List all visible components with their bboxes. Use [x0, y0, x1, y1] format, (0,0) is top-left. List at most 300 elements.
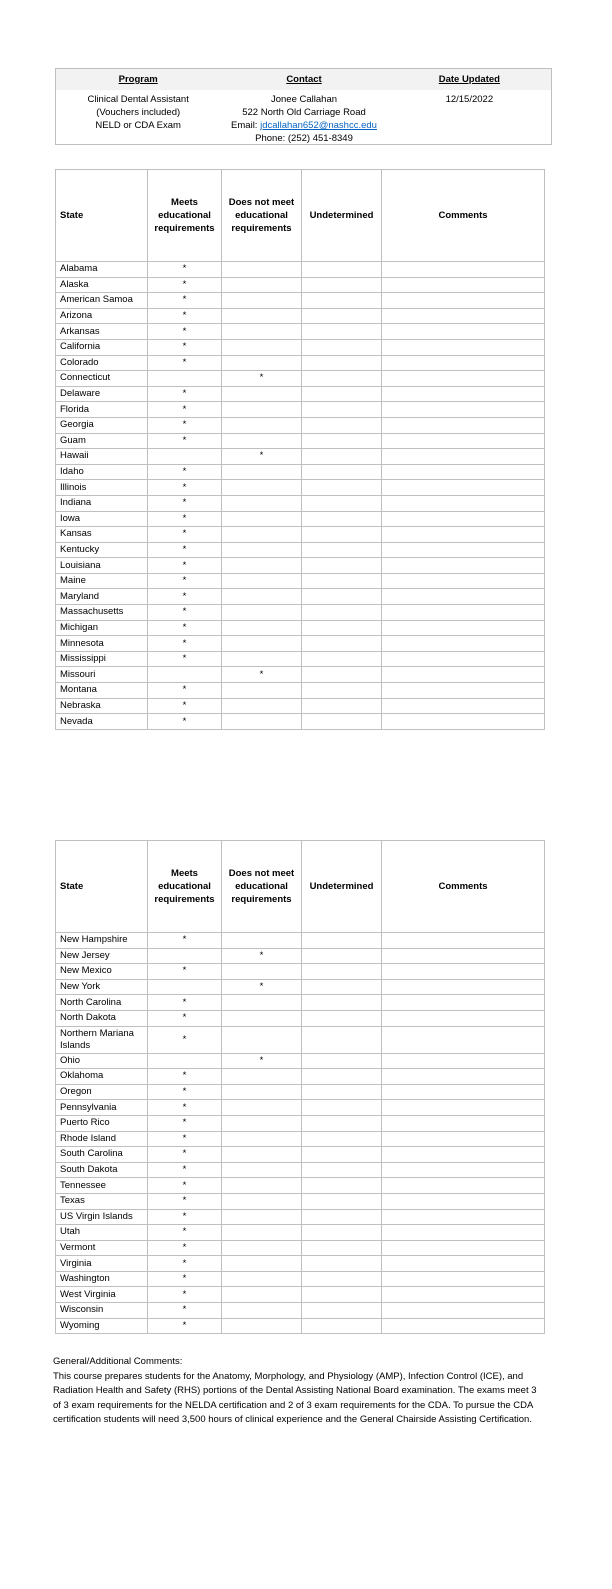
meets-cell: * [148, 1303, 222, 1319]
table-row [56, 402, 545, 418]
not-cell [222, 714, 302, 730]
undetermined-cell [302, 651, 382, 667]
undetermined-cell [302, 636, 382, 652]
table-row [56, 308, 545, 324]
table-row [56, 1303, 545, 1319]
meets-cell: * [148, 573, 222, 589]
undetermined-cell [302, 417, 382, 433]
undetermined-cell [302, 1084, 382, 1100]
undetermined-cell [302, 1225, 382, 1241]
table-header-row [56, 170, 545, 262]
meets-cell: * [148, 683, 222, 699]
table-row [56, 1100, 545, 1116]
table-row [56, 558, 545, 574]
meets-cell: * [148, 262, 222, 278]
comments-cell [382, 1026, 545, 1053]
comments-cell [382, 995, 545, 1011]
state-cell: Kansas [56, 527, 148, 543]
state-cell: South Dakota [56, 1162, 148, 1178]
meets-cell: * [148, 995, 222, 1011]
state-cell: Pennsylvania [56, 1100, 148, 1116]
comments-cell [382, 683, 545, 699]
not-cell [222, 527, 302, 543]
undetermined-cell [302, 1303, 382, 1319]
table-header-row [56, 841, 545, 933]
undetermined-cell [302, 542, 382, 558]
table-row [56, 1131, 545, 1147]
meets-cell: * [148, 698, 222, 714]
table-row [56, 1193, 545, 1209]
undetermined-cell [302, 1131, 382, 1147]
state-cell: Nebraska [56, 698, 148, 714]
not-cell [222, 402, 302, 418]
contact-name: Jonee Callahan [270, 94, 338, 105]
comments-cell [382, 449, 545, 465]
state-column-header: State [56, 841, 148, 933]
table-row [56, 651, 545, 667]
table-row [56, 1147, 545, 1163]
undetermined-cell [302, 308, 382, 324]
undetermined-cell [302, 589, 382, 605]
not-cell [222, 1084, 302, 1100]
not-cell [222, 995, 302, 1011]
undetermined-cell [302, 262, 382, 278]
meets-column-header: Meets educational requirements [148, 170, 222, 262]
state-cell: Puerto Rico [56, 1115, 148, 1131]
state-cell: Tennessee [56, 1178, 148, 1194]
undetermined-cell [302, 527, 382, 543]
undetermined-cell [302, 464, 382, 480]
meets-cell: * [148, 386, 222, 402]
table-row [56, 698, 545, 714]
comments-cell [382, 979, 545, 995]
state-cell: North Carolina [56, 995, 148, 1011]
undetermined-cell [302, 1240, 382, 1256]
table-row [56, 511, 545, 527]
table-row [56, 1287, 545, 1303]
comments-column-header: Comments [382, 841, 545, 933]
state-cell: Michigan [56, 620, 148, 636]
contact-phone: Phone: (252) 451-8349 [255, 133, 353, 144]
table-row [56, 995, 545, 1011]
table-row [56, 636, 545, 652]
not-cell [222, 558, 302, 574]
comments-cell [382, 355, 545, 371]
not-cell [222, 1178, 302, 1194]
meets-cell: * [148, 964, 222, 980]
program-line: Clinical Dental Assistant [87, 94, 189, 105]
undetermined-cell [302, 495, 382, 511]
table-row [56, 683, 545, 699]
undetermined-cell [302, 277, 382, 293]
comments-cell [382, 1287, 545, 1303]
meets-cell: * [148, 1162, 222, 1178]
meets-cell: * [148, 324, 222, 340]
undetermined-cell [302, 1209, 382, 1225]
table-row [56, 1115, 545, 1131]
table-row [56, 262, 545, 278]
comments-cell [382, 293, 545, 309]
not-meets-column-header: Does not meet educational requirements [222, 170, 302, 262]
table-row [56, 417, 545, 433]
not-cell [222, 1162, 302, 1178]
undetermined-cell [302, 1053, 382, 1069]
program-cell [56, 90, 220, 145]
not-cell [222, 605, 302, 621]
meets-cell: * [148, 1209, 222, 1225]
meets-cell: * [148, 1318, 222, 1334]
table-row [56, 293, 545, 309]
not-cell [222, 1010, 302, 1026]
comments-cell [382, 573, 545, 589]
comments-cell [382, 605, 545, 621]
date-updated-cell: 12/15/2022 [445, 94, 494, 105]
state-cell: Minnesota [56, 636, 148, 652]
not-cell [222, 1303, 302, 1319]
not-cell: * [222, 1053, 302, 1069]
table-row [56, 1178, 545, 1194]
undetermined-cell [302, 386, 382, 402]
meets-cell: * [148, 620, 222, 636]
undetermined-cell [302, 433, 382, 449]
undetermined-cell [302, 948, 382, 964]
table-row [56, 964, 545, 980]
comments-cell [382, 667, 545, 683]
not-cell [222, 1147, 302, 1163]
undetermined-cell [302, 1100, 382, 1116]
undetermined-cell [302, 1178, 382, 1194]
state-cell: New Jersey [56, 948, 148, 964]
meets-cell: * [148, 1271, 222, 1287]
comments-cell [382, 1010, 545, 1026]
not-cell [222, 573, 302, 589]
program-line: (Vouchers included) [96, 107, 181, 118]
table-row [56, 386, 545, 402]
not-cell [222, 293, 302, 309]
comments-cell [382, 948, 545, 964]
comments-cell [382, 433, 545, 449]
table-row [56, 324, 545, 340]
table-row [56, 1084, 545, 1100]
not-cell [222, 589, 302, 605]
undetermined-column-header: Undetermined [302, 841, 382, 933]
state-cell: Louisiana [56, 558, 148, 574]
table-row [56, 667, 545, 683]
undetermined-cell [302, 1069, 382, 1085]
not-cell [222, 1193, 302, 1209]
comments-cell [382, 339, 545, 355]
not-cell [222, 698, 302, 714]
state-cell: American Samoa [56, 293, 148, 309]
not-cell [222, 1287, 302, 1303]
meets-cell: * [148, 293, 222, 309]
meets-cell: * [148, 1240, 222, 1256]
meets-cell: * [148, 480, 222, 496]
program-line: NELD or CDA Exam [95, 120, 181, 131]
table-row [56, 979, 545, 995]
not-cell [222, 620, 302, 636]
table-row [56, 948, 545, 964]
comments-cell [382, 1256, 545, 1272]
table-row [56, 1318, 545, 1334]
table-row [56, 464, 545, 480]
meets-cell: * [148, 636, 222, 652]
undetermined-cell [302, 449, 382, 465]
not-cell [222, 339, 302, 355]
meets-cell [148, 667, 222, 683]
not-cell: * [222, 371, 302, 387]
state-cell: Georgia [56, 417, 148, 433]
table-row [56, 480, 545, 496]
table-row [56, 1256, 545, 1272]
state-cell: Maryland [56, 589, 148, 605]
state-cell: South Carolina [56, 1147, 148, 1163]
table-row [56, 433, 545, 449]
comments-cell [382, 964, 545, 980]
comments-cell [382, 1084, 545, 1100]
state-cell: Massachusetts [56, 605, 148, 621]
state-cell: Utah [56, 1225, 148, 1241]
table-row [56, 933, 545, 949]
comments-cell [382, 1303, 545, 1319]
not-cell [222, 1026, 302, 1053]
comments-cell [382, 324, 545, 340]
state-cell: US Virgin Islands [56, 1209, 148, 1225]
table-row [56, 1271, 545, 1287]
comments-cell [382, 1100, 545, 1116]
not-cell [222, 1069, 302, 1085]
state-cell: Guam [56, 433, 148, 449]
email-label: Email: [231, 120, 261, 131]
state-cell: Indiana [56, 495, 148, 511]
comments-text: This course prepares students for the Anatomy, Morphology, and Physiology (AMP), Infection Control (ICE), and Radiation Health and Safety (RHS) portions of the Dental Assisting National Board examination. The exams meet 3 of 3 exam requirements for the NELDA certification and 2 of 3 exam requirements for the CDA. To pursue the CDA certification students will need 3,500 hours of clinical experience and the General Chairside Assisting Certification. [53, 1370, 537, 1426]
undetermined-cell [302, 1162, 382, 1178]
meets-cell: * [148, 651, 222, 667]
comments-cell [382, 464, 545, 480]
undetermined-cell [302, 995, 382, 1011]
contact-address: 522 North Old Carriage Road [242, 107, 366, 118]
comments-cell [382, 620, 545, 636]
meets-cell: * [148, 355, 222, 371]
undetermined-cell [302, 1026, 382, 1053]
comments-cell [382, 1225, 545, 1241]
state-cell: Illinois [56, 480, 148, 496]
not-cell [222, 636, 302, 652]
comments-cell [382, 277, 545, 293]
not-cell [222, 480, 302, 496]
state-cell: North Dakota [56, 1010, 148, 1026]
state-cell: Oregon [56, 1084, 148, 1100]
state-cell: Florida [56, 402, 148, 418]
undetermined-cell [302, 1287, 382, 1303]
comments-cell [382, 371, 545, 387]
state-cell: Delaware [56, 386, 148, 402]
comments-cell [382, 386, 545, 402]
state-cell: Ohio [56, 1053, 148, 1069]
state-cell: California [56, 339, 148, 355]
state-cell: Washington [56, 1271, 148, 1287]
meets-cell: * [148, 527, 222, 543]
table-row [56, 339, 545, 355]
state-cell: Northern Mariana Islands [56, 1026, 148, 1053]
not-cell [222, 433, 302, 449]
comments-cell [382, 527, 545, 543]
not-cell [222, 355, 302, 371]
undetermined-cell [302, 1010, 382, 1026]
states-table-2 [55, 840, 545, 1334]
comments-cell [382, 480, 545, 496]
program-header: Program [118, 74, 158, 85]
table-row [56, 605, 545, 621]
meets-cell: * [148, 308, 222, 324]
contact-email [220, 119, 387, 132]
state-cell: Hawaii [56, 449, 148, 465]
state-cell: West Virginia [56, 1287, 148, 1303]
meets-cell: * [148, 714, 222, 730]
comments-cell [382, 1131, 545, 1147]
meets-cell [148, 979, 222, 995]
comments-cell [382, 1069, 545, 1085]
email-link[interactable]: jdcallahan652@nashcc.edu [260, 120, 377, 131]
table-row [56, 620, 545, 636]
meets-cell: * [148, 542, 222, 558]
meets-cell [148, 449, 222, 465]
comments-cell [382, 1209, 545, 1225]
comments-cell [382, 1271, 545, 1287]
undetermined-column-header: Undetermined [302, 170, 382, 262]
meets-cell: * [148, 339, 222, 355]
undetermined-cell [302, 355, 382, 371]
table-row [56, 1209, 545, 1225]
table-row [56, 573, 545, 589]
meets-cell: * [148, 1178, 222, 1194]
meets-cell: * [148, 589, 222, 605]
meets-cell: * [148, 1115, 222, 1131]
table-row [56, 355, 545, 371]
not-cell [222, 417, 302, 433]
not-cell: * [222, 948, 302, 964]
program-info-box [55, 68, 552, 145]
state-cell: Colorado [56, 355, 148, 371]
undetermined-cell [302, 933, 382, 949]
general-comments [53, 1355, 543, 1428]
undetermined-cell [302, 698, 382, 714]
undetermined-cell [302, 402, 382, 418]
table-row [56, 1026, 545, 1053]
not-cell [222, 683, 302, 699]
undetermined-cell [302, 1147, 382, 1163]
not-cell [222, 324, 302, 340]
not-cell [222, 495, 302, 511]
state-cell: Nevada [56, 714, 148, 730]
program-info-header [56, 69, 551, 90]
state-cell: Idaho [56, 464, 148, 480]
table-row [56, 1225, 545, 1241]
comments-cell [382, 651, 545, 667]
comments-cell [382, 1193, 545, 1209]
not-meets-column-header: Does not meet educational requirements [222, 841, 302, 933]
table-row [56, 1053, 545, 1069]
not-cell: * [222, 979, 302, 995]
undetermined-cell [302, 573, 382, 589]
not-cell [222, 542, 302, 558]
state-cell: Kentucky [56, 542, 148, 558]
state-cell: Mississippi [56, 651, 148, 667]
not-cell [222, 1209, 302, 1225]
comments-column-header: Comments [382, 170, 545, 262]
date-updated-header: Date Updated [438, 74, 500, 85]
not-cell [222, 1115, 302, 1131]
undetermined-cell [302, 371, 382, 387]
comments-cell [382, 542, 545, 558]
meets-cell [148, 371, 222, 387]
not-cell [222, 964, 302, 980]
meets-cell: * [148, 1131, 222, 1147]
meets-cell: * [148, 511, 222, 527]
comments-cell [382, 636, 545, 652]
state-column-header: State [56, 170, 148, 262]
comments-cell [382, 933, 545, 949]
comments-cell [382, 1053, 545, 1069]
undetermined-cell [302, 1318, 382, 1334]
not-cell [222, 1131, 302, 1147]
state-cell: Wyoming [56, 1318, 148, 1334]
undetermined-cell [302, 714, 382, 730]
not-cell: * [222, 667, 302, 683]
undetermined-cell [302, 480, 382, 496]
program-info-body [56, 90, 551, 145]
undetermined-cell [302, 1271, 382, 1287]
state-cell: New York [56, 979, 148, 995]
table-row [56, 1069, 545, 1085]
not-cell [222, 651, 302, 667]
meets-cell: * [148, 1147, 222, 1163]
meets-cell [148, 1053, 222, 1069]
state-cell: Alabama [56, 262, 148, 278]
undetermined-cell [302, 339, 382, 355]
meets-cell: * [148, 1069, 222, 1085]
not-cell [222, 262, 302, 278]
comments-cell [382, 1147, 545, 1163]
meets-column-header: Meets educational requirements [148, 841, 222, 933]
meets-cell: * [148, 1193, 222, 1209]
comments-cell [382, 558, 545, 574]
undetermined-cell [302, 558, 382, 574]
meets-cell: * [148, 495, 222, 511]
state-cell: Texas [56, 1193, 148, 1209]
table-row [56, 371, 545, 387]
comments-cell [382, 417, 545, 433]
undetermined-cell [302, 324, 382, 340]
undetermined-cell [302, 620, 382, 636]
state-cell: Connecticut [56, 371, 148, 387]
undetermined-cell [302, 293, 382, 309]
comments-cell [382, 308, 545, 324]
comments-cell [382, 1115, 545, 1131]
comments-cell [382, 1318, 545, 1334]
not-cell [222, 1318, 302, 1334]
table-row [56, 495, 545, 511]
not-cell [222, 1240, 302, 1256]
table-row [56, 1010, 545, 1026]
not-cell: * [222, 449, 302, 465]
state-cell: Vermont [56, 1240, 148, 1256]
state-cell: Arizona [56, 308, 148, 324]
table-row [56, 589, 545, 605]
comments-cell [382, 698, 545, 714]
comments-cell [382, 262, 545, 278]
state-cell: New Mexico [56, 964, 148, 980]
